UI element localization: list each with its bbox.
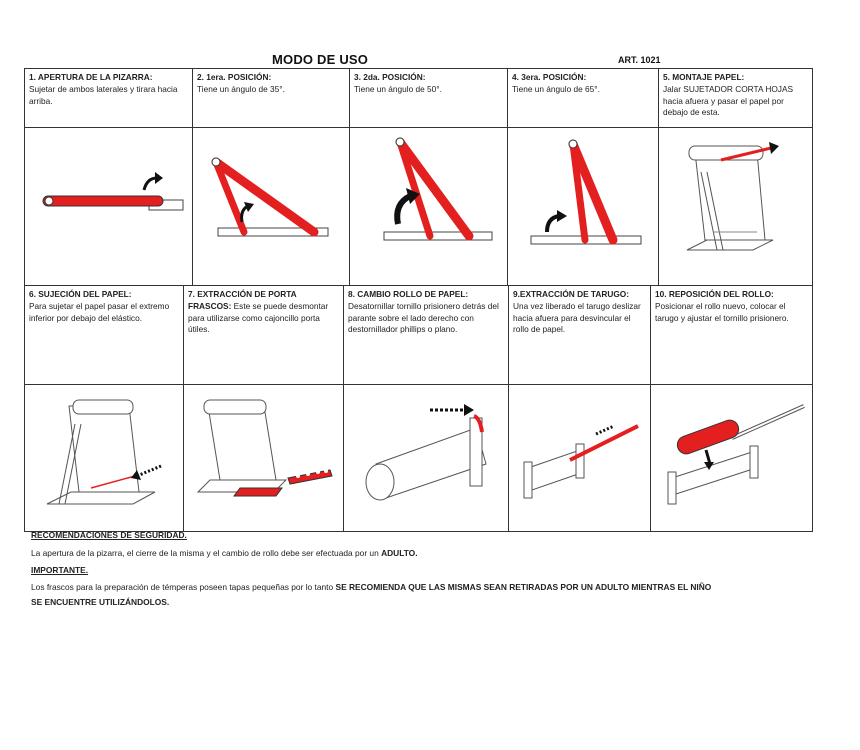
step-9-title: 9.EXTRACCIÓN DE TARUGO: bbox=[513, 289, 630, 299]
step-6-title: 6. SUJECIÓN DEL PAPEL: bbox=[29, 289, 132, 299]
important-heading: IMPORTANTE. bbox=[31, 565, 89, 575]
step-1-title: 1. APERTURA DE LA PIZARRA: bbox=[29, 72, 153, 82]
step-9-text bbox=[508, 286, 650, 384]
step-8-illustration bbox=[343, 385, 508, 531]
step-7-illustration bbox=[183, 385, 343, 531]
step-9-illustration bbox=[508, 385, 650, 531]
step-7-title-cont: FRASCOS: bbox=[188, 300, 232, 311]
important-text: Los frascos para la preparación de témperas poseen tapas pequeñas por lo tanto SE RECOMIENDA QUE LAS MISMAS SEAN RETIRADAS POR UN ADULTO MIENTRAS EL NIÑO bbox=[31, 582, 712, 592]
step-2-text bbox=[192, 69, 349, 127]
step-7-body: Este se puede desmontar para utilizarse como cajoncillo porta útiles. bbox=[188, 300, 329, 335]
step-6-text bbox=[25, 286, 183, 384]
step-5-body: Jalar SUJETADOR CORTA HOJAS hacia afuera y pasar el papel por debajo de esta. bbox=[663, 83, 794, 118]
step-8-title: 8. CAMBIO ROLLO DE PAPEL: bbox=[348, 289, 469, 299]
step-7-title: 7. EXTRACCIÓN DE PORTA bbox=[188, 289, 297, 299]
step-4-body: Tiene un ángulo de 65°. bbox=[512, 83, 600, 94]
steps-row-2-images bbox=[25, 384, 812, 531]
step-6-illustration bbox=[25, 385, 183, 531]
step-3-text bbox=[349, 69, 507, 127]
step-4-illustration bbox=[507, 128, 658, 285]
step-10-body: Posicionar el rollo nuevo, colocar el tarugo y ajustar el tornillo prisionero. bbox=[655, 300, 789, 323]
step-1-illustration bbox=[25, 128, 192, 285]
step-5-text bbox=[658, 69, 812, 127]
step-6-body: Para sujetar el papel pasar el extremo inferior por debajo del elástico. bbox=[29, 300, 170, 323]
steps-row-2-text bbox=[25, 285, 812, 384]
step-4-title: 4. 3era. POSICIÓN: bbox=[512, 72, 587, 82]
step-5-illustration bbox=[658, 128, 812, 285]
important-text-line-2: SE ENCUENTRE UTILIZÁNDOLOS. bbox=[31, 597, 170, 607]
step-4-text bbox=[507, 69, 658, 127]
step-2-body: Tiene un ángulo de 35°. bbox=[197, 83, 285, 94]
steps-row-1-images bbox=[25, 127, 812, 285]
safety-heading: RECOMENDACIONES DE SEGURIDAD. bbox=[31, 530, 187, 540]
step-2-title: 2. 1era. POSICIÓN: bbox=[197, 72, 272, 82]
step-9-body: Una vez liberado el tarugo deslizar hacia afuera para desvincular el rollo de papel. bbox=[513, 300, 641, 335]
step-10-text bbox=[650, 286, 812, 384]
steps-row-1-text bbox=[25, 69, 812, 127]
step-10-illustration bbox=[650, 385, 812, 531]
step-3-title: 3. 2da. POSICIÓN: bbox=[354, 72, 426, 82]
instructions-grid bbox=[24, 68, 813, 532]
step-2-illustration bbox=[192, 128, 349, 285]
step-3-illustration bbox=[349, 128, 507, 285]
doc-title: MODO DE USO bbox=[272, 52, 369, 67]
step-8-text bbox=[343, 286, 508, 384]
step-7-text bbox=[183, 286, 343, 384]
article-code: ART. 1021 bbox=[618, 55, 661, 65]
safety-text: La apertura de la pizarra, el cierre de la misma y el cambio de rollo debe ser efectuada por un ADULTO. bbox=[31, 548, 418, 558]
step-8-body: Desatornillar tornillo prisionero detrás del parante sobre el lado derecho con destornillador phillips o plano. bbox=[348, 300, 499, 335]
step-3-body: Tiene un ángulo de 50°. bbox=[354, 83, 442, 94]
step-10-title: 10. REPOSICIÓN DEL ROLLO: bbox=[655, 289, 774, 299]
step-1-body: Sujetar de ambos laterales y tirara hacia arriba. bbox=[29, 83, 178, 106]
step-1-text bbox=[25, 69, 192, 127]
step-5-title: 5. MONTAJE PAPEL: bbox=[663, 72, 745, 82]
